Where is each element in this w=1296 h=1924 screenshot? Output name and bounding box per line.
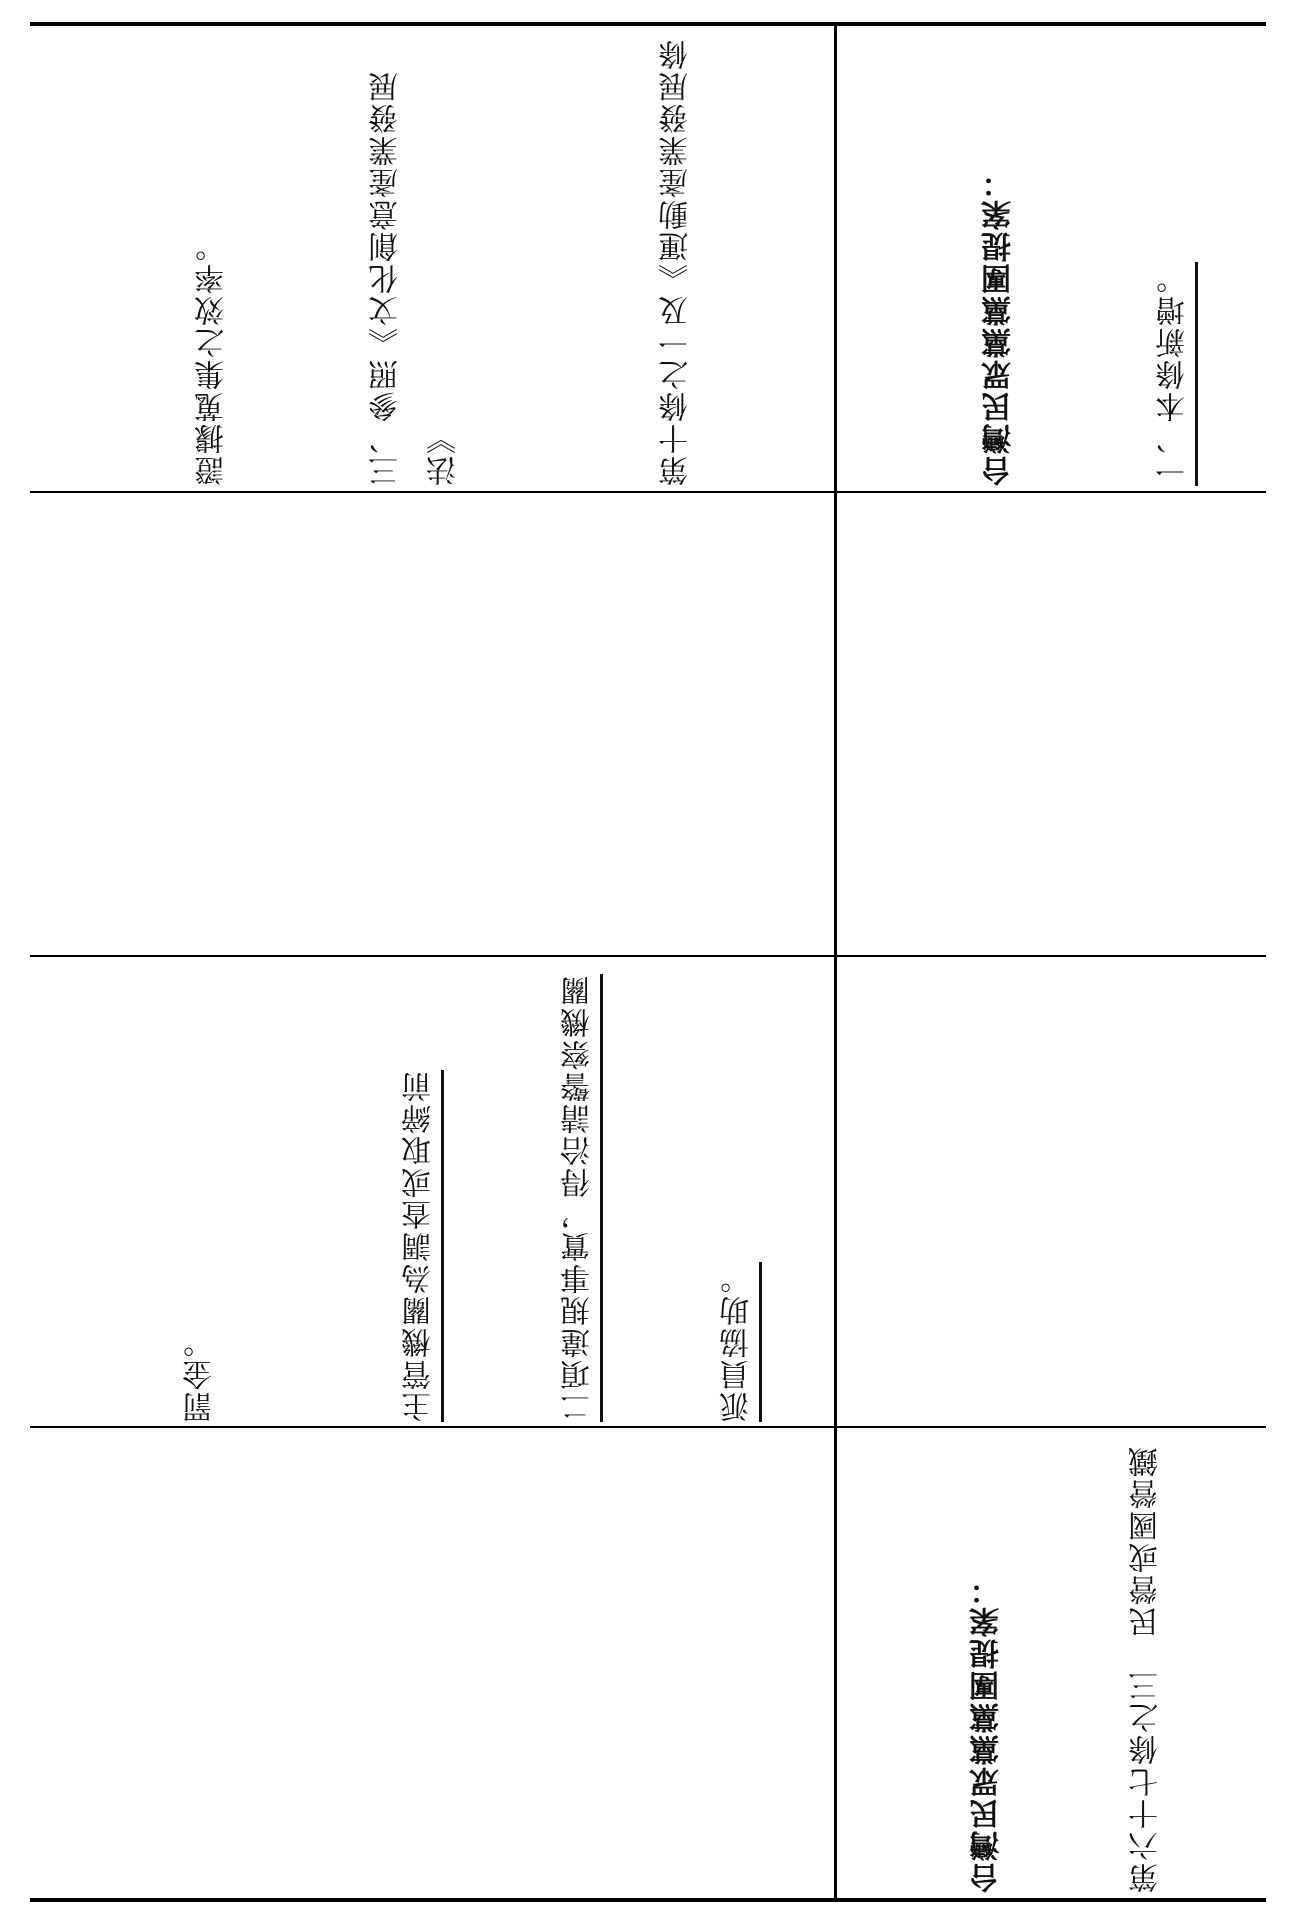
proposal-heading: 台灣民眾黨黨團提案： xyxy=(970,1573,1005,1893)
cell-top-right xyxy=(837,26,1266,491)
proposal-heading: 台灣民眾黨黨團提案： xyxy=(982,166,1017,486)
text-line: 第六十七條之三 民營或國營鐵 xyxy=(1129,1445,1164,1893)
underlined-text: 派員協助。 xyxy=(720,1262,755,1422)
cell-bottom-right-text xyxy=(855,1438,1255,1893)
cell-top-right-text xyxy=(855,36,1255,486)
new-article-note: 一、本條新增。 xyxy=(1156,262,1191,486)
table-bottom-rule xyxy=(30,1898,1266,1902)
text-line xyxy=(552,967,605,1422)
underlined-text: 主管機關為調查或取締前 xyxy=(402,1070,437,1422)
row-divider-1 xyxy=(30,491,1266,493)
text-line xyxy=(822,36,834,486)
underlined-text: 二項違規事實，得洽請警察機關 xyxy=(561,974,596,1422)
cell-bottom-left-text xyxy=(68,967,808,1422)
cell-bottom-left xyxy=(30,957,834,1426)
cell-top-left xyxy=(30,26,834,491)
text-line xyxy=(711,967,764,1422)
text-line xyxy=(333,967,446,1422)
text-line: 第十條之一及《運動產業發展條 xyxy=(659,38,694,486)
cell-bottom-right xyxy=(837,1428,1266,1898)
text-line: 證據蒐集之效率。 xyxy=(195,230,230,486)
text-line xyxy=(1145,36,1203,486)
text-line: 三、參照《文化創意產業發展法》 xyxy=(369,70,462,486)
cell-top-left-text xyxy=(68,36,788,486)
text-line: 罰金。 xyxy=(183,1326,218,1422)
